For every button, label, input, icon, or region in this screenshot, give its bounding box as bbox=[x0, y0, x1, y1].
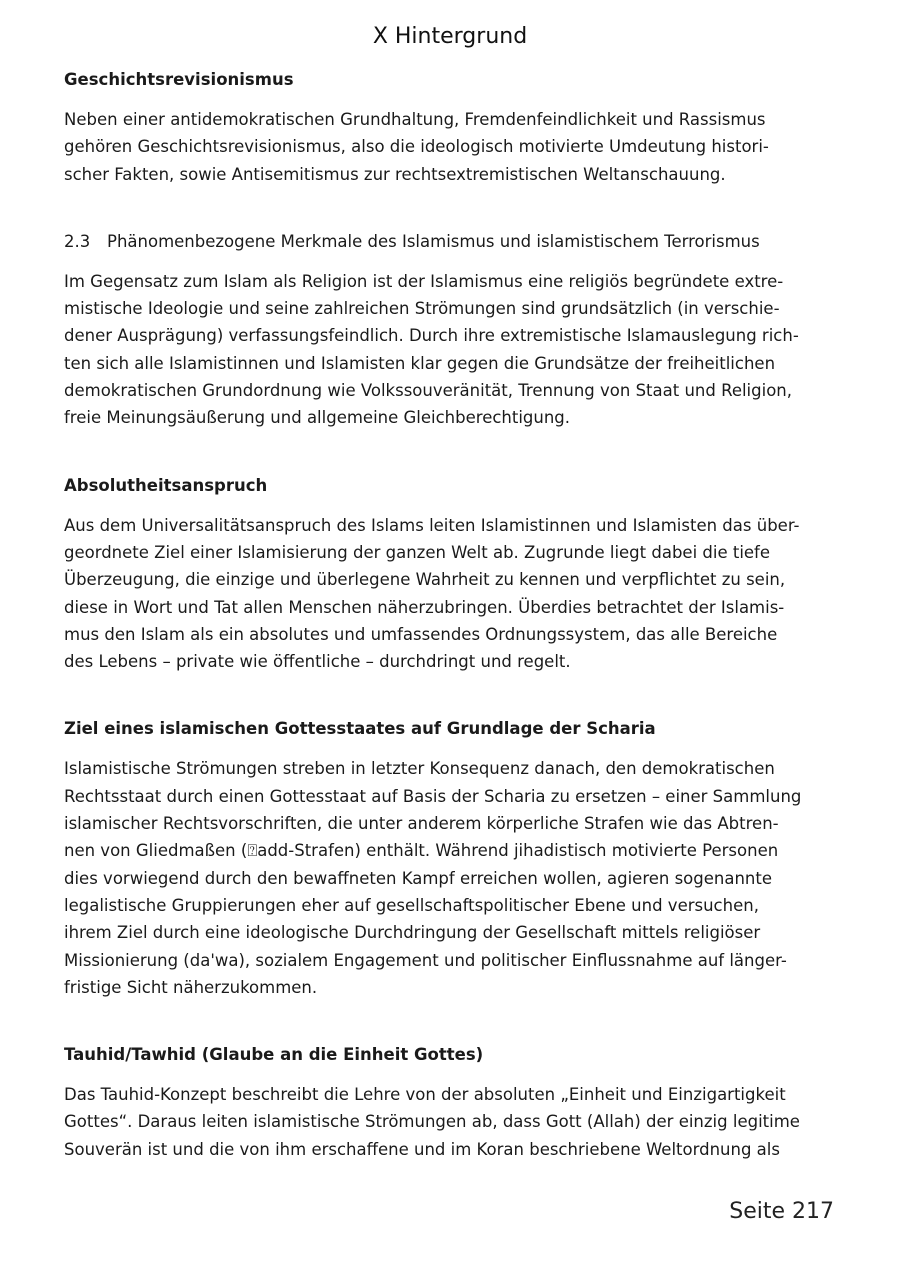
text-line: scher Fakten, sowie Antisemitismus zur rechtsextremistischen Weltanschauung. bbox=[64, 164, 726, 184]
text-line: dener Ausprägung) verfassungsfeindlich. Durch ihre extremistische Islamauslegung rich- bbox=[64, 326, 799, 346]
section-title: Phänomenbezogene Merkmale des Islamismus und islamistischem Terrorismus bbox=[107, 231, 760, 251]
section-heading-gottesstaat: Ziel eines islamischen Gottesstaates auf Grundlage der Scharia bbox=[64, 719, 656, 739]
paragraph-islamismus bbox=[64, 268, 804, 432]
paragraph-geschichtsrevisionismus bbox=[64, 106, 804, 188]
text-line: diese in Wort und Tat allen Menschen näherzubringen. Überdies betrachtet der Islamis- bbox=[64, 597, 785, 617]
section-heading-tauhid: Tauhid/Tawhid (Glaube an die Einheit Gottes) bbox=[64, 1045, 484, 1065]
text-line: legalistische Gruppierungen eher auf gesellschaftspolitischer Ebene und versuchen, bbox=[64, 895, 759, 915]
paragraph-gottesstaat bbox=[64, 755, 804, 1001]
page-title: X Hintergrund bbox=[372, 24, 528, 49]
text-line: Islamistische Strömungen streben in letzter Konsequenz danach, den demokratischen bbox=[64, 759, 775, 779]
paragraph-tauhid bbox=[64, 1081, 804, 1163]
text-line: Rechtsstaat durch einen Gottesstaat auf Basis der Scharia zu ersetzen – einer Sammlung bbox=[64, 786, 802, 806]
text-line: Gottes“. Daraus leiten islamistische Strömungen ab, dass Gott (Allah) der einzig legitime bbox=[64, 1112, 800, 1132]
text-line: demokratischen Grundordnung wie Volkssouveränität, Trennung von Staat und Religion, bbox=[64, 381, 792, 401]
text-line: Souverän ist und die von ihm erschaffene und im Koran beschriebene Weltordnung als bbox=[64, 1139, 780, 1159]
text-line: geordnete Ziel einer Islamisierung der ganzen Welt ab. Zugrunde liegt dabei die tiefe bbox=[64, 542, 771, 562]
text-line: mus den Islam als ein absolutes und umfassendes Ordnungssystem, das alle Bereiche bbox=[64, 624, 778, 644]
text-line: nen von Gliedmaßen (⍰add-Strafen) enthält. Während jihadistisch motivierte Personen bbox=[64, 841, 779, 861]
page-number: Seite 217 bbox=[729, 1199, 834, 1224]
paragraph-absolutheitsanspruch bbox=[64, 512, 804, 676]
document-body bbox=[64, 66, 804, 1163]
text-line: Überzeugung, die einzige und überlegene Wahrheit zu kennen und verpflichtet zu sein, bbox=[64, 570, 786, 590]
section-number: 2.3 bbox=[64, 231, 91, 251]
text-line: Aus dem Universalitätsanspruch des Islams leiten Islamistinnen und Islamisten das über- bbox=[64, 515, 800, 535]
text-line: Neben einer antidemokratischen Grundhaltung, Fremdenfeindlichkeit und Rassismus bbox=[64, 110, 766, 129]
text-line: Missionierung (da'wa), sozialem Engagement und politischer Einflussnahme auf länger- bbox=[64, 950, 787, 970]
section-heading-2-3 bbox=[64, 228, 804, 256]
text-line: Im Gegensatz zum Islam als Religion ist der Islamismus eine religiös begründete extre- bbox=[64, 271, 784, 291]
text-line: ten sich alle Islamistinnen und Islamisten klar gegen die Grundsätze der freiheitlichen bbox=[64, 353, 776, 373]
text-line: islamischer Rechtsvorschriften, die unter anderem körperliche Strafen wie das Abtren- bbox=[64, 814, 779, 834]
text-line: mistische Ideologie und seine zahlreichen Strömungen sind grundsätzlich (in verschie- bbox=[64, 299, 780, 319]
section-heading-geschichtsrevisionismus: Geschichtsrevisionismus bbox=[64, 70, 294, 89]
text-line: fristige Sicht näherzukommen. bbox=[64, 977, 318, 997]
text-line: ihrem Ziel durch eine ideologische Durchdringung der Gesellschaft mittels religiöser bbox=[64, 923, 761, 943]
text-line: Das Tauhid-Konzept beschreibt die Lehre von der absoluten „Einheit und Einzigartigkeit bbox=[64, 1085, 786, 1105]
text-line: dies vorwiegend durch den bewaffneten Kampf erreichen wollen, agieren sogenannte bbox=[64, 868, 773, 888]
text-line: des Lebens – private wie öffentliche – durchdringt und regelt. bbox=[64, 652, 571, 672]
section-heading-absolutheitsanspruch: Absolutheitsanspruch bbox=[64, 475, 268, 495]
text-line: freie Meinungsäußerung und allgemeine Gleichberechtigung. bbox=[64, 408, 571, 428]
text-line: gehören Geschichtsrevisionismus, also die ideologisch motivierte Umdeutung histori- bbox=[64, 137, 769, 157]
